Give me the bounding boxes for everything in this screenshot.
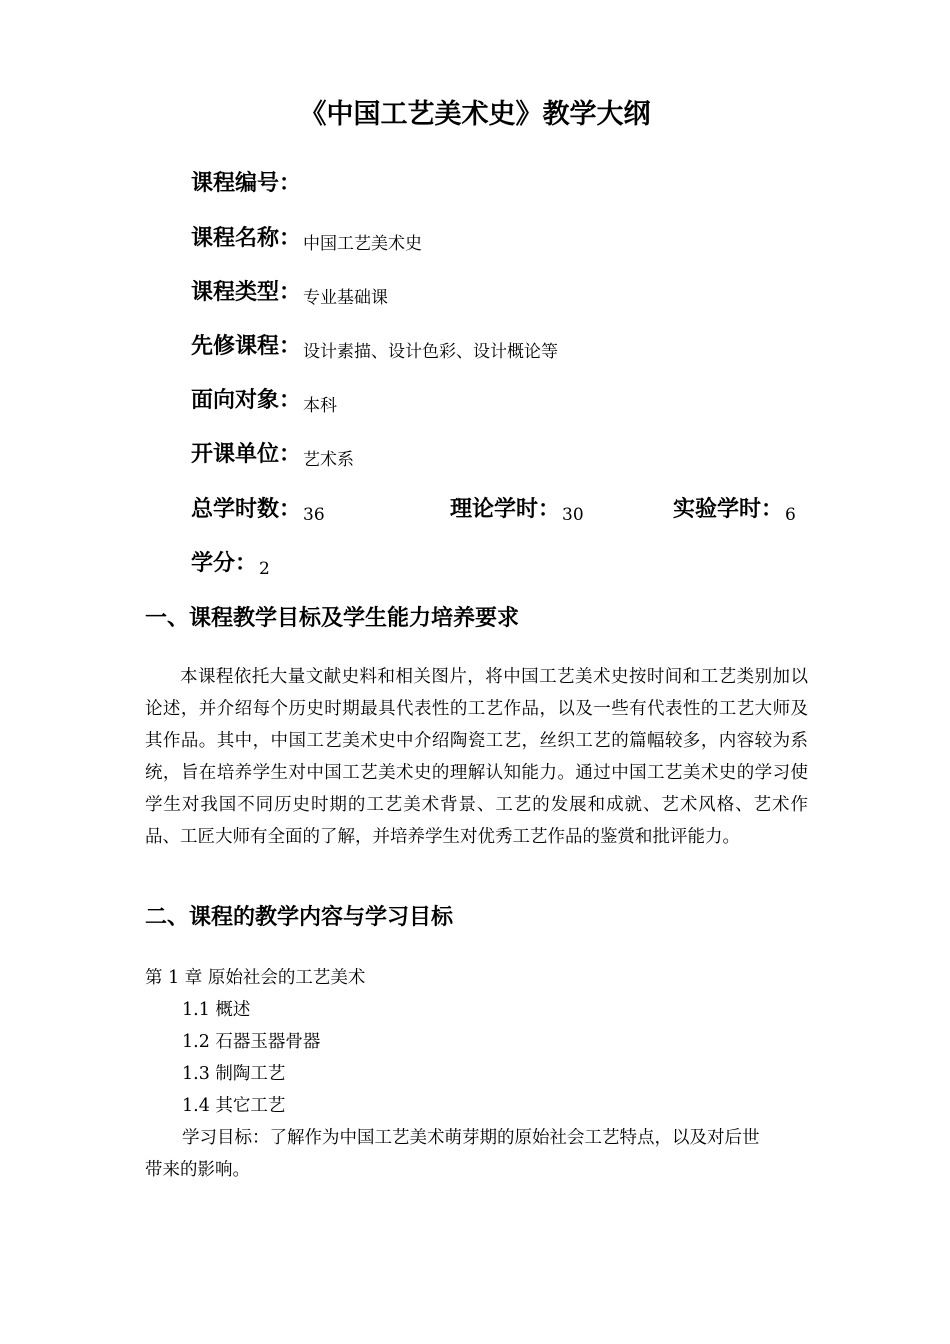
section-1-paragraph: 本课程依托大量文献史料和相关图片，将中国工艺美术史按时间和工艺类别加以论述，并介绍每个历史时期最具代表性的工艺作品，以及一些有代表性的工艺大师及其作品。其中，中国工艺美术史中介绍陶瓷工艺，丝织工艺的篇幅较多，内容较为系统，旨在培养学生对中国工艺美术史的理解认知能力。通过中国工艺美术史的学习使学生对我国不同历史时期的工艺美术背景、工艺的发展和成就、艺术风格、艺术作品、工匠大师有全面的了解，并培养学生对优秀工艺作品的鉴赏和批评能力。: [145, 667, 808, 847]
document-title: 《中国工艺美术史》教学大纲: [299, 99, 651, 130]
department-value: 艺术系: [303, 450, 355, 470]
department-label: 开课单位：: [191, 442, 302, 467]
credits-field: [191, 546, 270, 582]
theory-hours-field: [450, 492, 584, 528]
course-code-label: 课程编号：: [191, 171, 302, 196]
section-1-heading: 一、课程教学目标及学生能力培养要求: [145, 606, 520, 631]
chapter-1-item: 1.4 其它工艺: [182, 1096, 286, 1116]
total-hours-label: 总学时数：: [191, 497, 302, 522]
audience-value: 本科: [303, 396, 338, 416]
course-type-label: 课程类型：: [191, 280, 302, 305]
chapter-1-item: 1.2 石器玉器骨器: [182, 1032, 321, 1052]
theory-hours-value: 30: [562, 505, 584, 525]
course-name-value: 中国工艺美术史: [303, 234, 423, 254]
course-name-label: 课程名称：: [191, 226, 302, 251]
course-name-field: [191, 221, 422, 257]
section-2-heading: 二、课程的教学内容与学习目标: [145, 905, 454, 930]
chapter-1-title: 第 1 章 原始社会的工艺美术: [145, 968, 366, 988]
prerequisites-value: 设计素描、设计色彩、设计概论等: [303, 342, 559, 362]
audience-label: 面向对象：: [191, 388, 302, 413]
total-hours-field: [191, 492, 325, 528]
course-type-value: 专业基础课: [303, 288, 389, 308]
credits-label: 学分：: [191, 551, 258, 576]
course-code-field: [191, 166, 303, 202]
course-type-field: [191, 275, 388, 311]
chapter-1-item: 1.1 概述: [182, 1000, 251, 1020]
lab-hours-value: 6: [785, 505, 796, 525]
chapter-1-goal-continued: 带来的影响。: [145, 1160, 250, 1180]
prerequisites-field: [191, 329, 558, 365]
theory-hours-label: 理论学时：: [450, 497, 561, 522]
chapter-1-item: 1.3 制陶工艺: [182, 1064, 286, 1084]
credits-value: 2: [259, 559, 270, 579]
chapter-1-goal: 学习目标：了解作为中国工艺美术萌芽期的原始社会工艺特点，以及对后世: [182, 1128, 760, 1148]
lab-hours-field: [673, 492, 796, 528]
prerequisites-label: 先修课程：: [191, 334, 302, 359]
department-field: [191, 437, 354, 473]
total-hours-value: 36: [303, 505, 325, 525]
lab-hours-label: 实验学时：: [673, 497, 784, 522]
audience-field: [191, 383, 337, 419]
